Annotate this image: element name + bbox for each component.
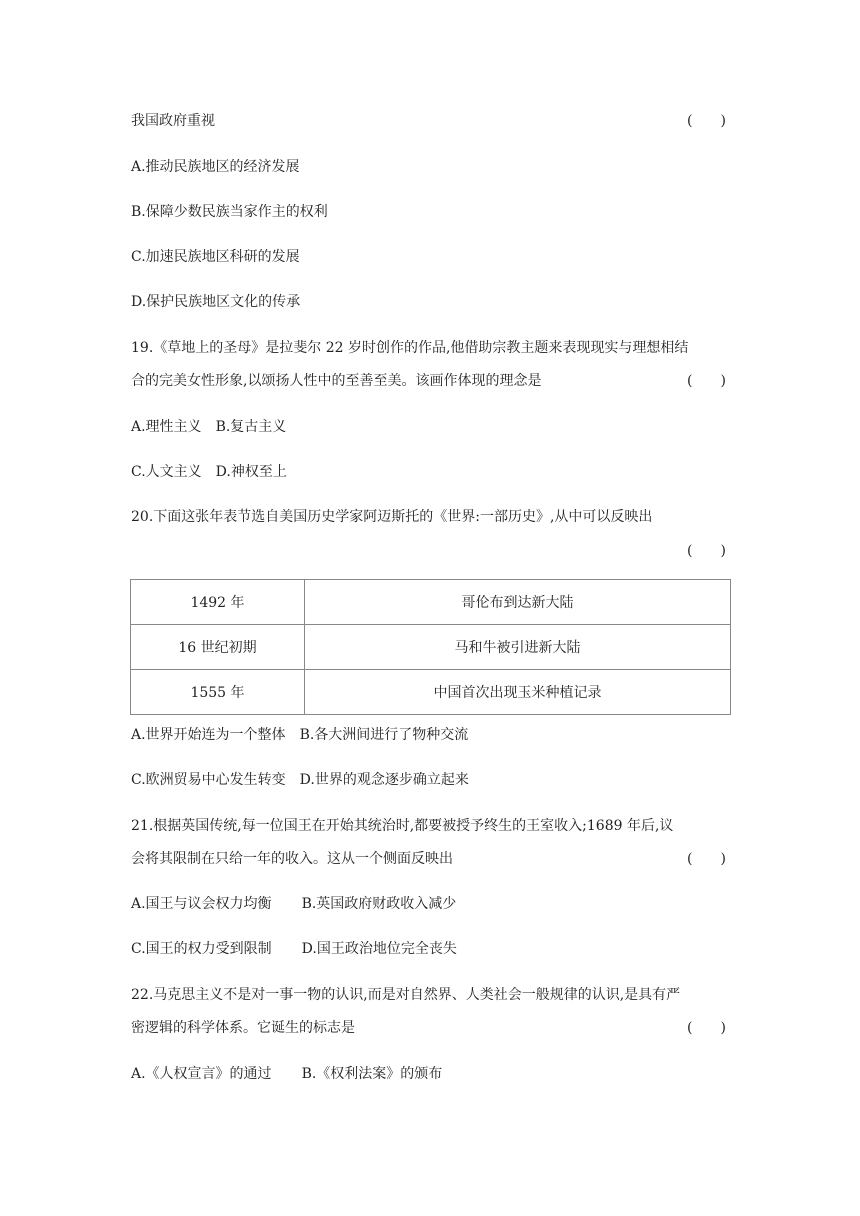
q21-option-a: A.国王与议会权力均衡: [131, 896, 272, 912]
table-cell-year: 1492 年: [131, 580, 305, 625]
table-cell-year: 1555 年: [131, 670, 305, 715]
q18-answer-paren: ( ): [687, 113, 726, 129]
q22-option-b: B.《权利法案》的颁布: [301, 1066, 443, 1082]
q20-option-b: B.各大洲间进行了物种交流: [299, 727, 469, 743]
q21-option-d: D.国王政治地位完全丧失: [301, 941, 457, 957]
q22-options-ab: [131, 1064, 442, 1084]
q19-options-cd: [131, 462, 287, 482]
q19-answer-paren: ( ): [687, 373, 726, 389]
q18-option-d: D.保护民族地区文化的传承: [131, 294, 301, 310]
q18-option-c: C.加速民族地区科研的发展: [131, 249, 300, 265]
q19-stem-line2: 合的完美女性形象,以颂扬人性中的至善至美。该画作体现的理念是: [131, 373, 542, 389]
q21-option-b: B.英国政府财政收入减少: [301, 896, 457, 912]
q18-option-b: B.保障少数民族当家作主的权利: [131, 204, 328, 220]
q22-option-a: A.《人权宣言》的通过: [131, 1066, 272, 1082]
table-cell-year: 16 世纪初期: [131, 625, 305, 670]
q20-option-a: A.世界开始连为一个整体: [131, 727, 286, 743]
q22-stem-line1: 22.马克思主义不是对一事一物的认识,而是对自然界、人类社会一般规律的认识,是具有严: [131, 987, 681, 1003]
table-cell-event: 马和牛被引进新大陆: [305, 625, 731, 670]
q20-options-ab: [131, 725, 468, 745]
table-cell-event: 哥伦布到达新大陆: [305, 580, 731, 625]
q21-answer-paren: ( ): [687, 851, 726, 867]
q20-stem-line1: 20.下面这张年表节选自美国历史学家阿迈斯托的《世界:一部历史》,从中可以反映出: [131, 509, 653, 525]
q19-option-c: C.人文主义: [131, 464, 202, 480]
q20-timeline-table: [130, 579, 731, 715]
q20-option-d: D.世界的观念逐步确立起来: [299, 772, 469, 788]
q21-stem-line2: 会将其限制在只给一年的收入。这从一个侧面反映出: [131, 851, 453, 867]
q22-answer-paren: ( ): [687, 1020, 726, 1036]
q21-options-cd: [131, 939, 457, 959]
q19-stem-line1: 19.《草地上的圣母》是拉斐尔 22 岁时创作的作品,他借助宗教主题来表现现实与理想相结: [131, 340, 689, 356]
table-cell-event: 中国首次出现玉米种植记录: [305, 670, 731, 715]
q20-option-c: C.欧洲贸易中心发生转变: [131, 772, 286, 788]
q21-stem-line1: 21.根据英国传统,每一位国王在开始其统治时,都要被授予终生的王室收入;1689 年后,议: [131, 818, 674, 834]
q20-options-cd: [131, 770, 469, 790]
q18-option-a: A.推动民族地区的经济发展: [131, 159, 300, 175]
q19-options-ab: [131, 417, 286, 437]
q18-stem-tail: 我国政府重视: [131, 113, 215, 129]
table-row: [131, 670, 731, 715]
table-row: [131, 625, 731, 670]
q21-options-ab: [131, 894, 456, 914]
q19-option-a: A.理性主义: [131, 419, 202, 435]
q19-option-d: D.神权至上: [215, 464, 287, 480]
q22-stem-line2: 密逻辑的科学体系。它诞生的标志是: [131, 1020, 355, 1036]
q19-option-b: B.复古主义: [215, 419, 287, 435]
q21-option-c: C.国王的权力受到限制: [131, 941, 272, 957]
q20-answer-paren: ( ): [687, 543, 726, 559]
table-row: [131, 580, 731, 625]
